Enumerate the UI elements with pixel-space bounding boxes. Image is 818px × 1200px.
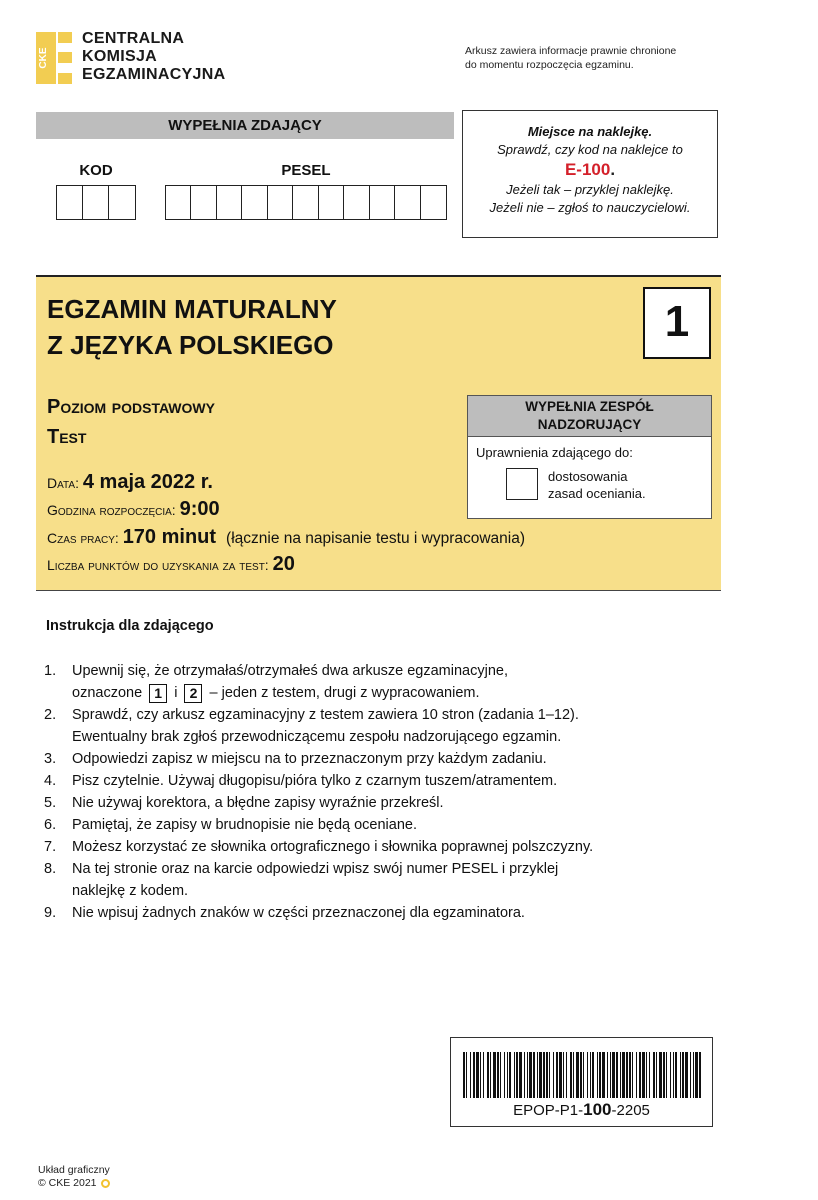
barcode-bar bbox=[675, 1052, 677, 1098]
barcode-bar bbox=[563, 1052, 564, 1098]
pesel-cell[interactable] bbox=[395, 186, 420, 219]
barcode-bar bbox=[580, 1052, 582, 1098]
barcode-bar bbox=[599, 1052, 601, 1098]
barcode-bar bbox=[666, 1052, 667, 1098]
sticker-yes-text: Jeżeli tak – przyklej naklejkę. bbox=[506, 182, 674, 197]
barcode-bar bbox=[476, 1052, 479, 1098]
barcode-bar bbox=[537, 1052, 538, 1098]
barcode-bar bbox=[463, 1052, 465, 1098]
barcode-bar bbox=[597, 1052, 598, 1098]
instruction-item: 8. Na tej stronie oraz na karcie odpowiedzi wpisz swój numer PESEL i przyklej naklejkę z kodem. bbox=[44, 861, 559, 899]
barcode-bar bbox=[490, 1052, 491, 1098]
barcode-bar bbox=[493, 1052, 496, 1098]
adjustment-label: dostosowania zasad oceniania. bbox=[548, 469, 646, 501]
barcode-bar bbox=[497, 1052, 499, 1098]
barcode-bar bbox=[590, 1052, 591, 1098]
cke-logo bbox=[36, 30, 246, 90]
barcode-bar bbox=[533, 1052, 535, 1098]
barcode-bar bbox=[559, 1052, 562, 1098]
pesel-cell[interactable] bbox=[217, 186, 242, 219]
barcode-bar bbox=[543, 1052, 545, 1098]
barcode-bar bbox=[636, 1052, 637, 1098]
adjustment-checkbox[interactable] bbox=[506, 468, 538, 500]
barcode-bar bbox=[602, 1052, 605, 1098]
barcode-bar bbox=[607, 1052, 608, 1098]
barcode-bar bbox=[570, 1052, 572, 1098]
barcode-bar bbox=[573, 1052, 574, 1098]
barcode-bar bbox=[516, 1052, 518, 1098]
barcode-bar bbox=[690, 1052, 691, 1098]
pesel-field[interactable] bbox=[165, 185, 447, 220]
pesel-cell[interactable] bbox=[191, 186, 216, 219]
instructions-list bbox=[40, 660, 720, 924]
supervisor-header: WYPEŁNIA ZESPÓŁ NADZORUJĄCY bbox=[468, 396, 711, 437]
logo-mark-text: CKE bbox=[38, 47, 49, 69]
barcode-bar bbox=[632, 1052, 633, 1098]
kod-label: KOD bbox=[79, 162, 113, 179]
pesel-cell[interactable] bbox=[370, 186, 395, 219]
barcode-bar bbox=[519, 1052, 522, 1098]
barcode-bar bbox=[566, 1052, 567, 1098]
exam-info-panel bbox=[36, 275, 721, 591]
exam-sheet-number: 1 bbox=[643, 287, 711, 359]
instruction-item: 1. Upewnij się, że otrzymałaś/otrzymałeś dwa arkusze egzaminacyjne, oznaczone 1 i 2 – jeden z testem, drugi z wypracowaniem. bbox=[44, 663, 508, 701]
exam-title: EGZAMIN MATURALNY Z JĘZYKA POLSKIEGO bbox=[47, 294, 337, 360]
barcode-bar bbox=[539, 1052, 542, 1098]
barcode-bar bbox=[646, 1052, 647, 1098]
barcode-bar bbox=[612, 1052, 615, 1098]
barcode-bar bbox=[626, 1052, 628, 1098]
barcode-bar bbox=[656, 1052, 657, 1098]
instruction-item: 5. Nie używaj korektora, a błędne zapisy wyraźnie przekreśl. bbox=[44, 795, 444, 811]
exam-start-time: Godzina rozpoczęcia: 9:00 bbox=[47, 498, 220, 520]
barcode-text: EPOP-P1-100-2205 bbox=[513, 1100, 650, 1119]
sticker-no-text: Jeżeli nie – zgłoś to nauczycielowi. bbox=[489, 200, 691, 215]
exam-points: Liczba punktów do uzyskania za test: 20 bbox=[47, 553, 295, 575]
barcode-bar bbox=[553, 1052, 554, 1098]
pesel-cell[interactable] bbox=[166, 186, 191, 219]
cke-logo-mark bbox=[36, 32, 72, 84]
barcode-bar bbox=[509, 1052, 511, 1098]
barcode-bar bbox=[546, 1052, 548, 1098]
barcode-bar bbox=[629, 1052, 631, 1098]
barcode-bar bbox=[682, 1052, 684, 1098]
barcode-bar bbox=[470, 1052, 471, 1098]
barcode-bar bbox=[610, 1052, 611, 1098]
barcode-bar bbox=[653, 1052, 655, 1098]
instruction-item: 7. Możesz korzystać ze słownika ortograficznego i słownika poprawnej polszczyzny. bbox=[44, 839, 594, 855]
footer-circle-icon bbox=[101, 1179, 110, 1188]
barcode-bar bbox=[487, 1052, 489, 1098]
barcode-bar bbox=[680, 1052, 681, 1098]
barcode-bar bbox=[587, 1052, 588, 1098]
barcode-bar bbox=[556, 1052, 558, 1098]
sticker-area[interactable] bbox=[462, 110, 718, 238]
barcode-box bbox=[450, 1037, 713, 1127]
barcode-bar bbox=[695, 1052, 698, 1098]
barcode-bar bbox=[649, 1052, 650, 1098]
kod-cell[interactable] bbox=[83, 186, 109, 219]
pesel-cell[interactable] bbox=[344, 186, 369, 219]
pesel-cell[interactable] bbox=[268, 186, 293, 219]
barcode-bar bbox=[549, 1052, 550, 1098]
barcode-bar bbox=[527, 1052, 528, 1098]
pesel-cell[interactable] bbox=[319, 186, 344, 219]
exam-level: Poziom podstawowy Test bbox=[47, 396, 215, 448]
kod-cell[interactable] bbox=[109, 186, 135, 219]
barcode-bar bbox=[642, 1052, 645, 1098]
sticker-title: Miejsce na naklejkę. bbox=[527, 124, 653, 139]
kod-cell[interactable] bbox=[57, 186, 83, 219]
instruction-item: 4. Pisz czytelnie. Używaj długopisu/pióra tylko z czarnym tuszem/atramentem. bbox=[44, 773, 558, 789]
barcode-bar bbox=[466, 1052, 467, 1098]
candidate-section-header: WYPEŁNIA ZDAJĄCY bbox=[36, 112, 454, 139]
barcode-bar bbox=[663, 1052, 665, 1098]
logo-text: CENTRALNA KOMISJA EGZAMINACYJNA bbox=[82, 30, 226, 83]
barcode-bar bbox=[583, 1052, 584, 1098]
barcode-bar bbox=[659, 1052, 662, 1098]
exam-duration: Czas pracy: 170 minut (łącznie na napisanie testu i wypracowania) bbox=[47, 526, 526, 548]
pesel-cell[interactable] bbox=[293, 186, 318, 219]
sticker-check-text: Sprawdź, czy kod na naklejce to bbox=[497, 142, 683, 157]
footer: Układ graficzny © CKE 2021 bbox=[38, 1164, 110, 1189]
exam-date: Data: 4 maja 2022 r. bbox=[47, 471, 213, 493]
barcode-bar bbox=[480, 1052, 481, 1098]
instruction-item: 2. Sprawdź, czy arkusz egzaminacyjny z testem zawiera 10 stron (zadania 1–12). Ewentualny brak zgłoś przewodniczącemu zespołu nadzorującego egzamin. bbox=[44, 707, 579, 745]
instructions-title: Instrukcja dla zdającego bbox=[46, 618, 214, 634]
pesel-cell[interactable] bbox=[242, 186, 267, 219]
barcode-bar bbox=[529, 1052, 532, 1098]
sheet-2-box: 2 bbox=[184, 684, 202, 703]
barcode-bar bbox=[592, 1052, 594, 1098]
barcode-bar bbox=[514, 1052, 515, 1098]
barcode-bar bbox=[670, 1052, 671, 1098]
sticker-code: E-100. bbox=[564, 160, 616, 179]
barcode-bar bbox=[483, 1052, 484, 1098]
barcode-bar bbox=[673, 1052, 674, 1098]
barcode-bar bbox=[616, 1052, 618, 1098]
barcode-bar bbox=[507, 1052, 508, 1098]
kod-field[interactable] bbox=[56, 185, 136, 220]
barcode-bar bbox=[576, 1052, 579, 1098]
barcode-bar bbox=[693, 1052, 694, 1098]
legal-notice: Arkusz zawiera informacje prawnie chronione do momentu rozpoczęcia egzaminu. bbox=[465, 45, 677, 71]
barcode-bar bbox=[639, 1052, 641, 1098]
instruction-item: 6. Pamiętaj, że zapisy w brudnopisie nie będą oceniane. bbox=[44, 817, 417, 833]
barcode-bar bbox=[685, 1052, 688, 1098]
barcode-bar bbox=[699, 1052, 701, 1098]
pesel-cell[interactable] bbox=[421, 186, 446, 219]
barcode-bar bbox=[500, 1052, 501, 1098]
instruction-item: 3. Odpowiedzi zapisz w miejscu na to przeznaczonym przy każdym zadaniu. bbox=[44, 751, 547, 767]
instruction-item: 9. Nie wpisuj żadnych znaków w części przeznaczonej dla egzaminatora. bbox=[44, 905, 525, 921]
sheet-1-box: 1 bbox=[149, 684, 167, 703]
barcode-image bbox=[463, 1052, 701, 1098]
supervisor-section bbox=[467, 395, 712, 519]
barcode-bar bbox=[622, 1052, 625, 1098]
barcode-bar bbox=[524, 1052, 525, 1098]
pesel-label: PESEL bbox=[281, 162, 331, 179]
supervisor-subtitle: Uprawnienia zdającego do: bbox=[476, 445, 633, 460]
barcode-bar bbox=[473, 1052, 475, 1098]
barcode-bar bbox=[620, 1052, 621, 1098]
barcode-bar bbox=[504, 1052, 505, 1098]
